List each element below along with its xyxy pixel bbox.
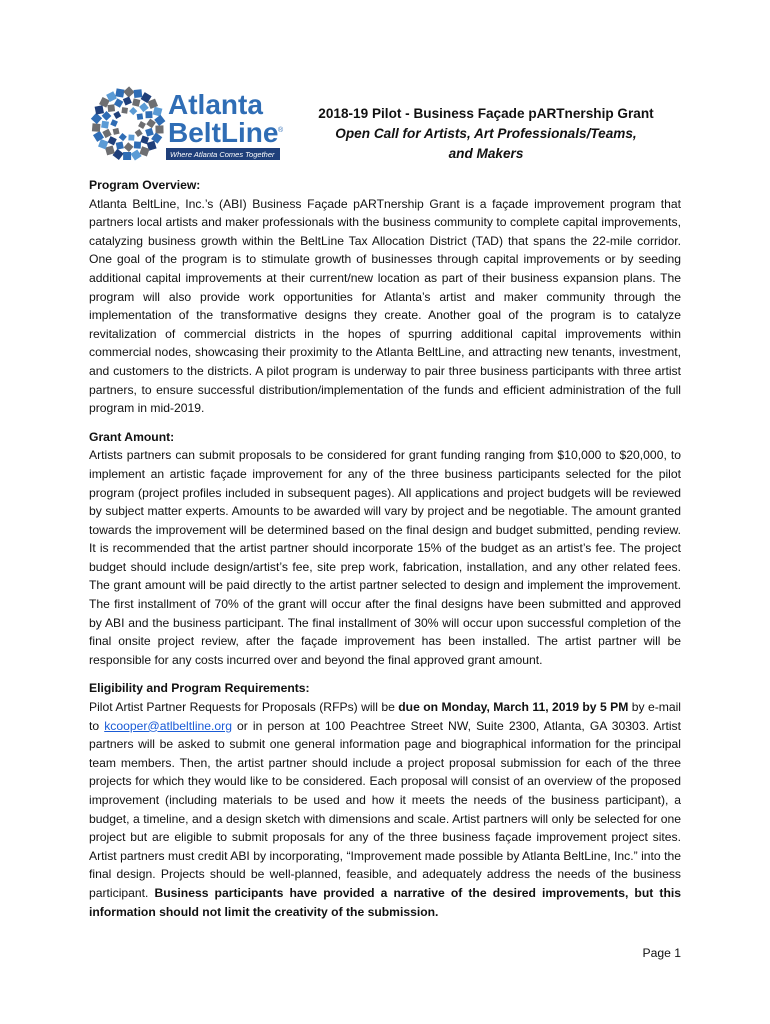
document-body (89, 176, 681, 931)
logo-mosaic-tile (134, 141, 141, 148)
logo-mosaic-tile (92, 123, 101, 132)
logo-tagline: Where Atlanta Comes Together (170, 150, 275, 159)
logo-mosaic-tile (123, 152, 131, 160)
beltline-mosaic-icon (88, 84, 288, 166)
logo-text-atlanta: Atlanta (168, 89, 263, 120)
grant-amount-text: Artists partners can submit proposals to be considered for grant funding ranging from $10,000 to $20,000, to implement an artistic façade improvement for any of the three business participants selected for the pilot program (project profiles included in subsequent pages). All applications and project budgets will be reviewed by subject matter experts. Amounts to be awarded will vary by project and be negotiable. The amount granted towards the improvement will be determined based on the final design and budget submitted, pending review. It is recommended that the artist partner should incorporate 15% of the budget as an artist’s fee. The project budget should include design/artist’s fee, site prep work, fabrication, installation, and any other related fees. The grant amount will be paid directly to the artist partner selected to design and implement the improvement. The first installment of 70% of the grant will occur after the final designs have been submitted and approved by ABI and the business participant. The final installment of 30% will occur upon successful completion of the final onsite project review, after the façade improvement has been installed. The artist partner will be responsible for any costs incurred over and beyond the final approved grant amount. (89, 448, 681, 667)
logo-registered-mark: ® (278, 127, 284, 134)
logo-mosaic-tile (91, 113, 102, 124)
logo-mosaic-tile (137, 113, 144, 120)
logo-mosaic-tile (105, 145, 115, 155)
logo-mosaic-tile (132, 98, 140, 106)
eligibility-by-email: by e-mail to (89, 700, 682, 733)
logo-mosaic-tile (128, 135, 134, 141)
logo-mosaic-tile (107, 104, 115, 112)
logo-mosaic-tile (102, 129, 111, 138)
logo-mosaic-tile (112, 149, 123, 160)
eligibility-details: or in person at 100 Peachtree Street NW, Suite 2300, Atlanta, GA 30303. Artist partners will be asked to submit one general information page and biographical information for the principal team members. Then, the artist partner should include a project proposal submission for each of the three projects for which they would like to be considered. Each proposal will consist of an overview of the proposed improvement (including materials to be used and how it meets the needs of the business participant), a budget, a timeline, and a design sketch with dimensions and scale. Artist partners will only be selected for one project but are eligible to submit proposals for any of the three business façade improvement project sites. Artist partners must credit ABI by incorporating, “Improvement made possible by Atlanta BeltLine, Inc.” into the final design. Projects should be well-planned, feasible, and adequately address the needs of the business participant. (89, 718, 682, 900)
logo-mosaic-tile (113, 128, 120, 135)
atlanta-beltline-logo (88, 84, 288, 166)
logo-mosaic-tile (138, 121, 146, 129)
eligibility-deadline: due on Monday, March 11, 2019 by 5 PM (398, 700, 629, 715)
contact-email-link[interactable]: kcooper@atlbeltline.org (104, 718, 232, 733)
logo-mosaic-tile (129, 107, 137, 115)
logo-mosaic-tile (115, 88, 124, 97)
logo-mosaic-tile (108, 136, 117, 145)
document-subtitle-line-2: and Makers (448, 146, 524, 161)
eligibility-intro: Pilot Artist Partner Requests for Proposals (RFPs) will be (89, 700, 399, 715)
document-title: 2018-19 Pilot - Business Façade pARTnership Grant (318, 106, 654, 121)
logo-mosaic-tile (116, 141, 124, 149)
logo-mosaic-tile (113, 111, 121, 119)
grant-amount-heading: Grant Amount: (89, 429, 175, 444)
logo-mosaic-tile (101, 121, 109, 129)
logo-mosaic-tile (145, 128, 154, 137)
logo-mosaic-tile (121, 107, 128, 114)
logo-mosaic-tile (135, 129, 143, 137)
logo-mosaic-tile (110, 119, 118, 127)
logo-text-beltline: BeltLine (168, 117, 279, 148)
logo-mosaic-tile (153, 107, 163, 117)
logo-mosaic-tile (95, 105, 104, 114)
document-title-block (290, 104, 682, 164)
logo-mosaic-tile (124, 142, 134, 152)
logo-mosaic-tile (123, 96, 132, 105)
page-number: Page 1 (642, 946, 681, 960)
eligibility-closing-note: Business participants have provided a narrative of the desired improvements, but this information should not limit the creativity of the submission. (89, 885, 681, 919)
program-overview-text: Atlanta BeltLine, Inc.’s (ABI) Business Façade pARTnership Grant is a façade improvement program that partners local artists and maker professionals with the business community to complete capital improvements, catalyzing business growth within the BeltLine Tax Allocation District (TAD) that spans the 22-mile corridor. One goal of the program is to stimulate growth of businesses through capital improvements or by seeding additional capital improvements at their current/new location as part of their business expansion plans. The program will also provide work opportunities for Atlanta’s artist and maker community through the implementation of the transformative designs they create. Another goal of the program is to catalyze revitalization of commercial districts in the hopes of spurring additional capital improvements within commercial nodes, showcasing their proximity to the Atlanta BeltLine, and attracting new tenants, investment, and customers to the districts. A pilot program is underway to pair three business participants with three artist partners, to ensure successful distribution/implementation of the funds and efficient administration of the full program in mid-2019. (89, 196, 681, 416)
logo-mosaic-tile (119, 133, 127, 141)
logo-mosaic-tile (145, 111, 152, 118)
logo-mosaic-tile (123, 86, 134, 97)
logo-mosaic-tile (114, 98, 123, 107)
program-overview-heading: Program Overview: (89, 178, 201, 192)
eligibility-heading: Eligibility and Program Requirements: (89, 681, 310, 696)
logo-mosaic-tile (154, 115, 165, 126)
logo-mosaic-tile (139, 102, 149, 112)
logo-mosaic-tile (134, 89, 143, 98)
document-subtitle-line-1: Open Call for Artists, Art Professionals/Teams, (335, 126, 637, 141)
eligibility-text (89, 698, 681, 921)
logo-mosaic-tile (131, 149, 142, 160)
logo-mosaic-tile (155, 125, 163, 133)
